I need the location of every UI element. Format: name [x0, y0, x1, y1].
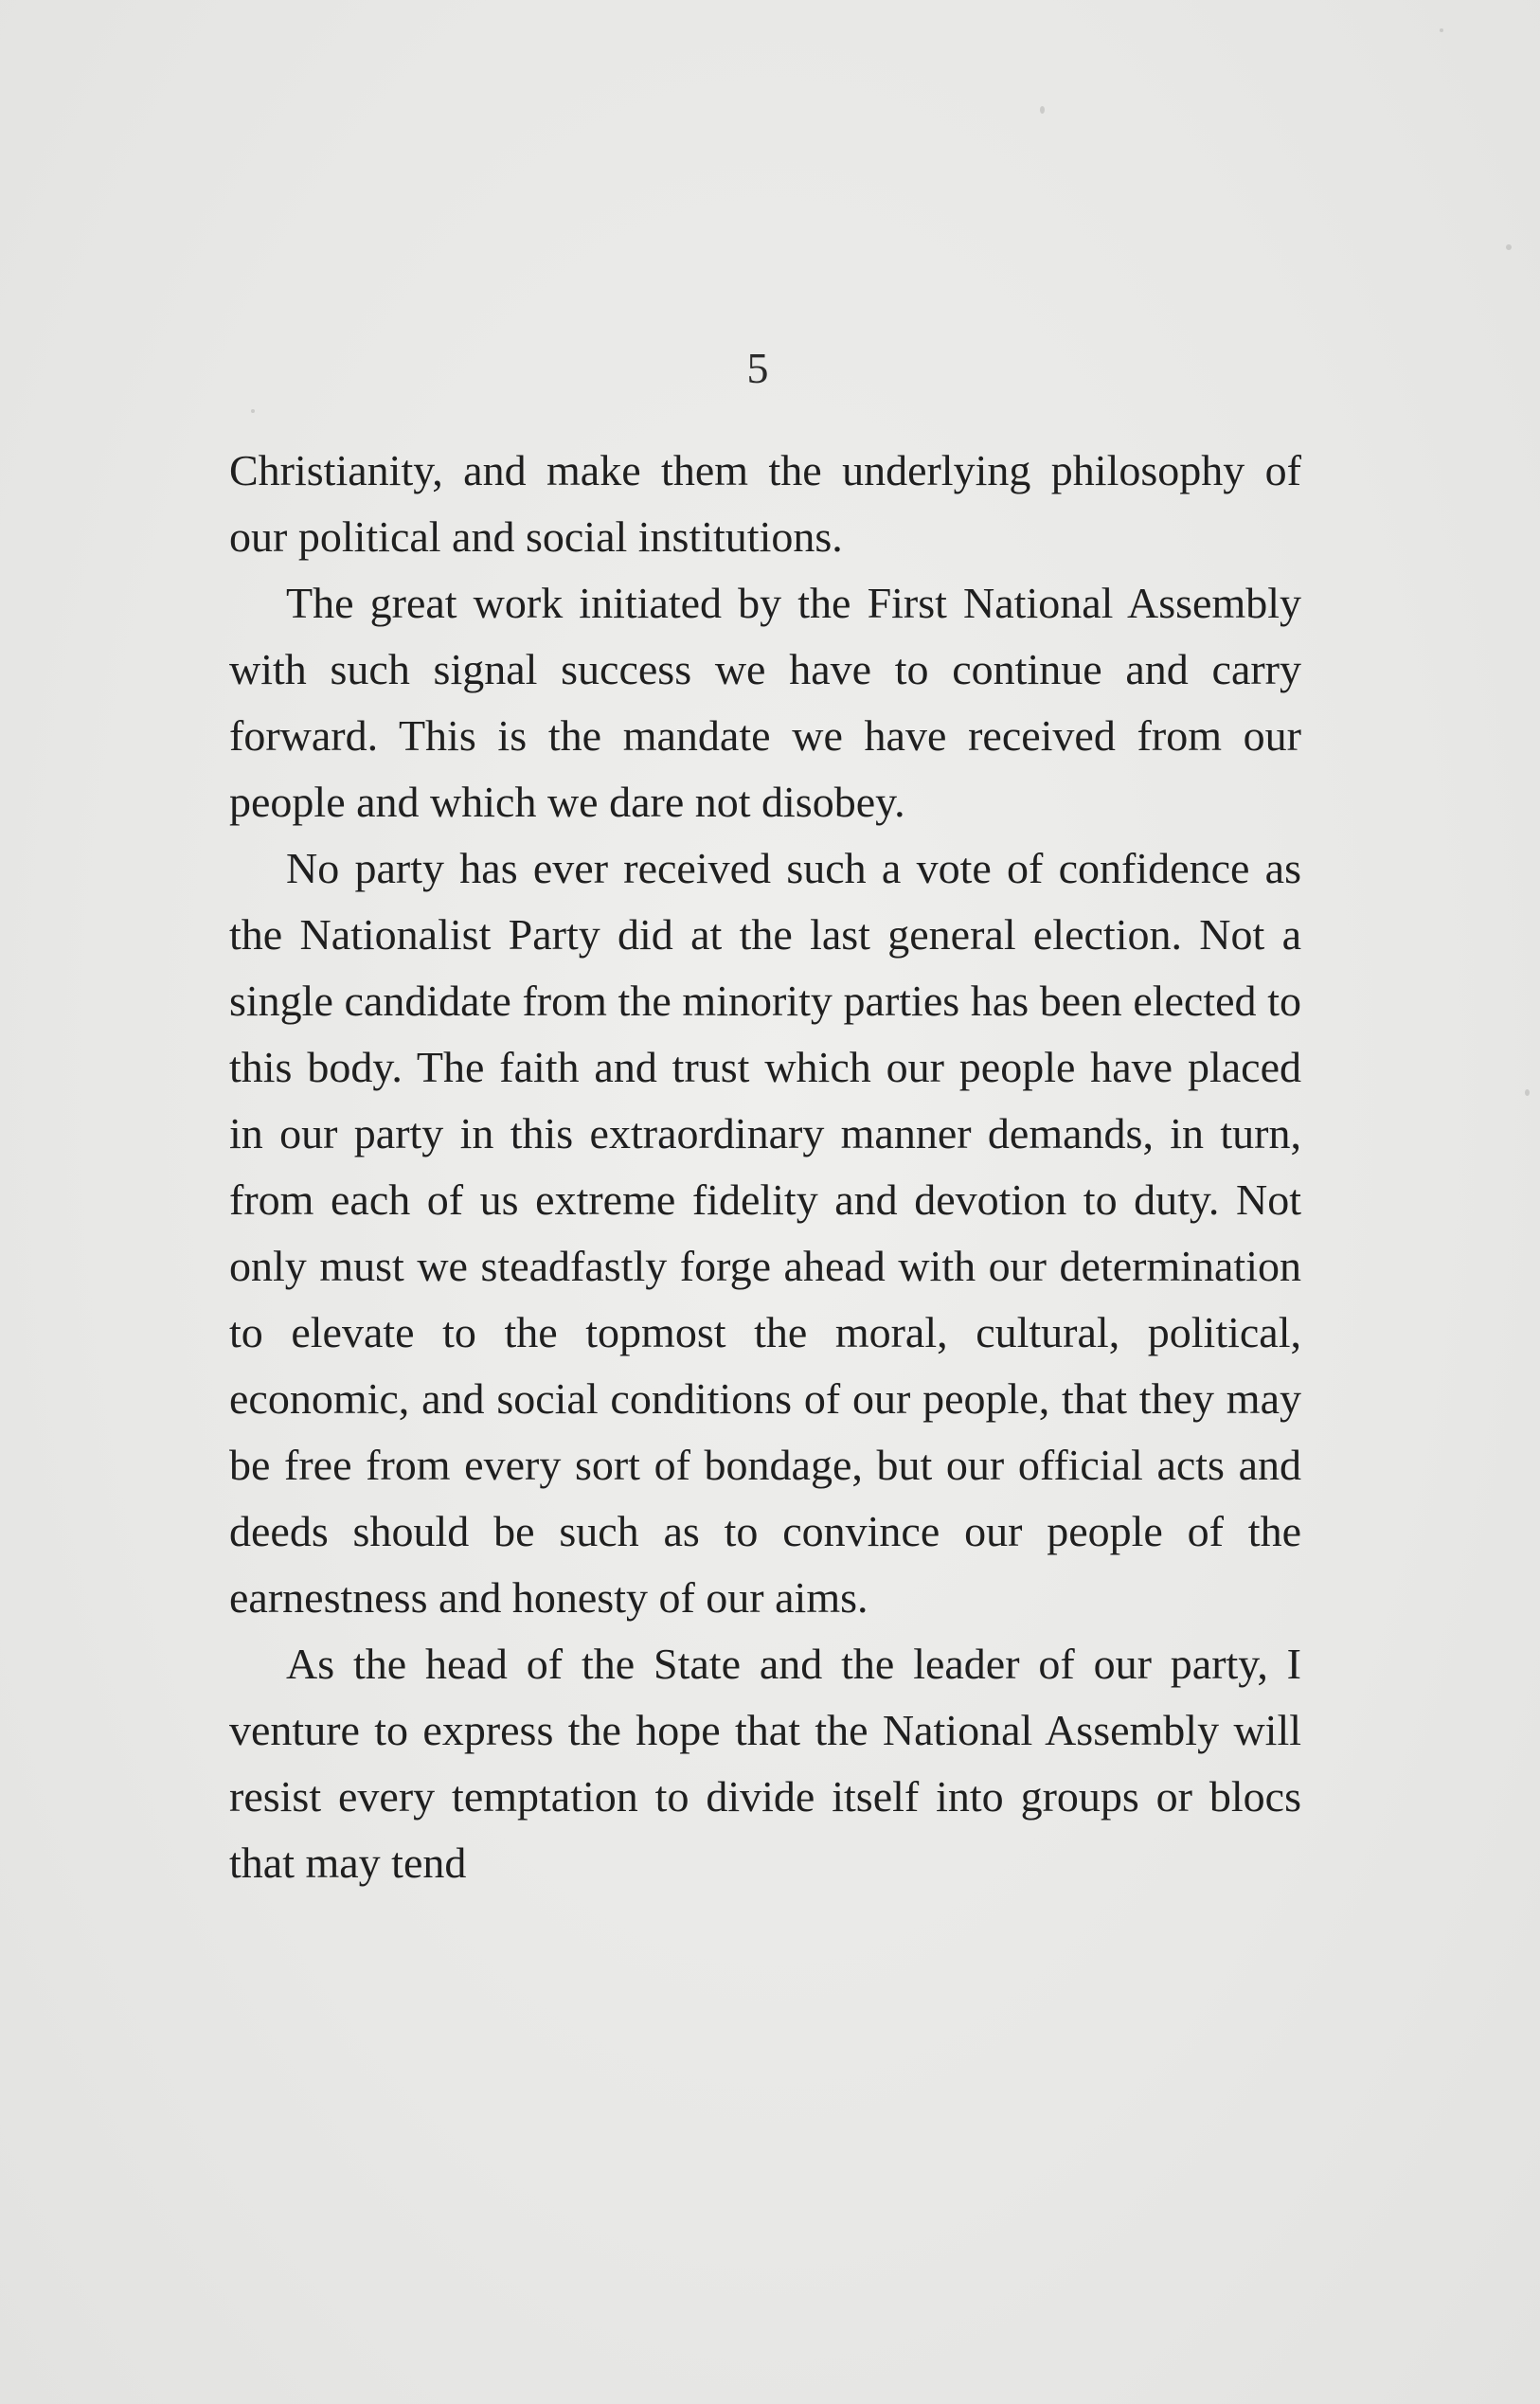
- paragraph-2: The great work initiated by the First National Assembly with such signal success we have to continue and carry forward. This is the mandate we have received from our people and which we dare not disobey.: [229, 579, 1301, 826]
- paragraph-4: As the head of the State and the leader of our party, I venture to express the hope that the National Assembly will resist every temptation to divide itself into groups or blocs that may tend: [229, 1640, 1301, 1887]
- page-number: 5: [746, 344, 769, 392]
- paragraph-1: Christianity, and make them the underlying philosophy of our political and social institutions.: [229, 446, 1301, 561]
- paper-speck: [251, 409, 255, 413]
- paper-speck: [1040, 106, 1045, 114]
- paragraph-3: No party has ever received such a vote of confidence as the Nationalist Party did at the last general election. Not a single candidate from the minority parties has been elected to this body. The faith and trust which our people have placed in our party in this extraordinary manner demands, in turn, from each of us extreme fidelity and devotion to duty. Not only must we steadfastly forge ahead with our determination to elevate to the topmost the moral, cultural, political, economic, and social conditions of our people, that they may be free from every sort of bondage, but our official acts and deeds should be such as to convince our people of the earnestness and honesty of our aims.: [229, 844, 1301, 1622]
- paper-speck: [1440, 28, 1443, 32]
- paper-speck: [1525, 1089, 1530, 1096]
- body-text: [229, 438, 1301, 1896]
- paper-speck: [1506, 244, 1512, 250]
